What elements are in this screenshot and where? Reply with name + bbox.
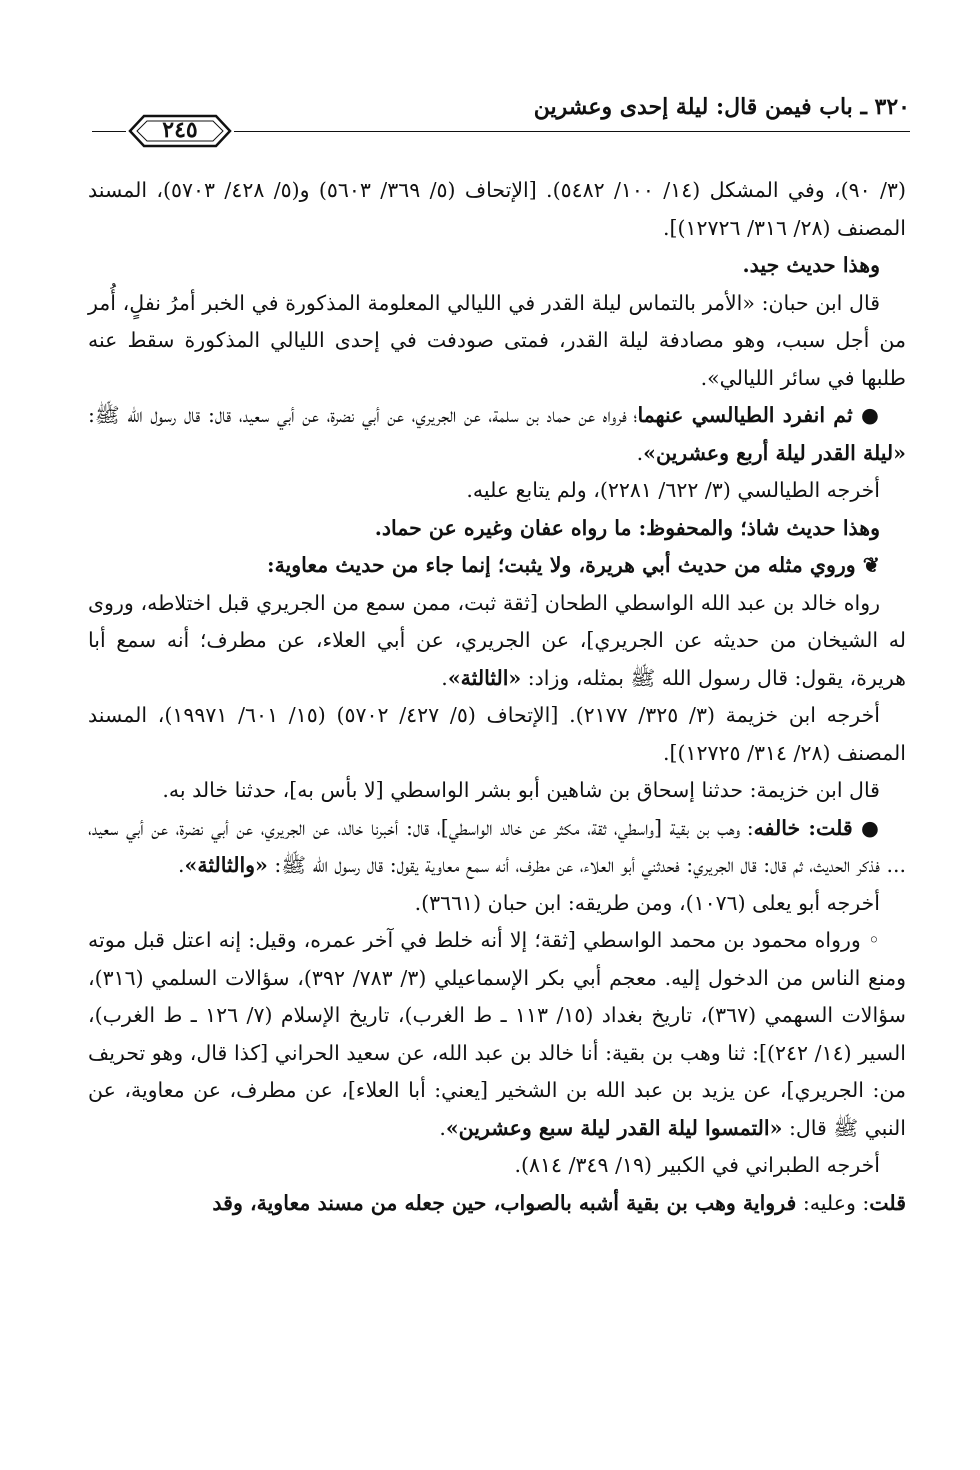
bold-text-run: «الثالثة» xyxy=(447,665,522,690)
paragraph xyxy=(88,772,906,810)
text-run: ؛ فرواه عن حماد بن سلمة، عن الجريري، عن أبي نضرة، عن أبي سعيد، قال: قال رسول الله ﷺ: xyxy=(88,403,638,427)
paragraph xyxy=(88,472,906,510)
bold-text-run: «والثالثة» xyxy=(184,853,268,877)
text-run: قال ابن حبان: «الأمر بالتماس ليلة القدر في الليالي المعلومة المذكورة في الخبر أمرُ نفلٍ، أُمر من أجل سبب، وهو مصادفة ليلة القدر، فمتى صودفت في إحدى الليالي المذكورة سقط عنه طلبها في سائر الليالي». xyxy=(88,290,906,390)
page-header xyxy=(92,88,910,158)
paragraph xyxy=(88,510,906,548)
bold-text-run: «ليلة القدر ليلة أربع وعشرين» xyxy=(643,440,906,465)
paragraph xyxy=(88,810,906,885)
paragraph xyxy=(88,585,906,698)
paragraph xyxy=(88,885,906,923)
paragraph xyxy=(88,697,906,772)
text-run: . xyxy=(178,853,185,877)
page-number: ٢٤٥ xyxy=(162,117,198,143)
page-number-badge xyxy=(126,112,234,150)
bold-text-run: «التمسوا ليلة القدر ليلة سبع وعشرين» xyxy=(445,1115,783,1140)
text-run: أخرجه أبو يعلى (١٠٧٦)، ومن طريقه: ابن حبان (٣٦٦١). xyxy=(414,890,880,915)
bold-text-run: ❦ وروي مثله من حديث أبي هريرة، ولا يثبت؛ إنما جاء من حديث معاوية: xyxy=(267,553,880,577)
text-run: (٣/ ٩٠)، وفي المشكل (١٤/ ١٠٠/ ٥٤٨٢). [الإتحاف (٥/ ٣٦٩/ ٥٦٠٣) و(٥/ ٤٢٨/ ٥٧٠٣)، المسند المصنف (٢٨/ ٣١٦/ ١٢٧٢٦)]. xyxy=(88,178,906,240)
paragraph xyxy=(88,397,906,472)
bold-text-run: قلت xyxy=(869,1190,906,1215)
text-run: قال ابن خزيمة: حدثنا إسحاق بن شاهين أبو بشر الواسطي [لا بأس به]، حدثنا خالد به. xyxy=(162,778,880,802)
paragraph xyxy=(88,285,906,398)
text-run: أخرجه الطيالسي (٣/ ٦٢٢/ ٢٢٨١)، ولم يتابع عليه. xyxy=(466,478,880,502)
text-run: أخرجه الطبراني في الكبير (١٩/ ٣٤٩/ ٨١٤). xyxy=(514,1153,880,1177)
text-run: : وهب بن بقية [واسطي، ثقة، مكثر عن خالد الواسطي]، قال: أخبرنا خالد، عن الجريري، عن أبي نضرة، عن أبي سعيد، ... فذكر الحديث، ثم قال: قال الجريري: فحدثني أبو العلاء، عن مطرف، أنه سمع معاوية يقول: قال رسول الله ﷺ: xyxy=(88,815,906,877)
text-run: : وعليه: xyxy=(796,1190,870,1215)
running-title: ٣٢٠ ـ باب فيمن قال: ليلة إحدى وعشرين xyxy=(533,94,910,120)
bold-text-run: وهذا حديث شاذ؛ والمحفوظ: ما رواه عفان وغيره عن حماد. xyxy=(374,515,880,540)
text-run: . xyxy=(441,665,448,690)
paragraph xyxy=(88,922,906,1147)
paragraph xyxy=(88,172,906,247)
paragraph xyxy=(88,247,906,285)
bold-text-run: ● قلت: خالفه xyxy=(753,815,880,840)
text-run: . xyxy=(636,440,644,465)
bold-text-run: فرواية وهب بن بقية أشبه بالصواب، حين جعله من مسند معاوية، وقد xyxy=(212,1190,797,1215)
paragraph xyxy=(88,547,906,585)
paragraph xyxy=(88,1147,906,1185)
text-run: ◦ ورواه محمود بن محمد الواسطي [ثقة؛ إلا أنه خلط في آخر عمره، وقيل: إنه اعتل قبل موته ومنع الناس من الدخول إليه. معجم أبي بكر الإسماعيلي (٣/ ٧٨٣/ ٣٩٢)، سؤالات السلمي (٣١٦)، سؤالات السهمي (٣٦٧)، تاريخ بغداد (١٥/ ١١٣ ـ ط الغرب)، تاريخ الإسلام (٧/ ١٢٦ ـ ط الغرب)، السير (١٤/ ٢٤٢)]: ثنا وهب بن بقية: أنا خالد بن عبد الله، عن سعيد الحراني [كذا قال، وهو تحريف من: الجريري]، عن يزيد بن عبد الله بن الشخير [يعني: أبا العلاء]، عن مطرف، عن معاوية، عن النبي ﷺ قال: xyxy=(88,928,906,1140)
paragraph xyxy=(88,1185,906,1223)
bold-text-run: وهذا حديث جيد. xyxy=(742,253,880,277)
text-body xyxy=(88,172,906,1222)
text-run: رواه خالد بن عبد الله الواسطي الطحان [ثقة ثبت، ممن سمع من الجريري قبل اختلاطه، وروى له الشيخان من حديثه عن الجريري]، عن الجريري، عن أبي العلاء، عن مطرف؛ أنه سمع أبا هريرة، يقول: قال رسول الله ﷺ بمثله، وزاد: xyxy=(88,590,906,690)
bold-text-run: ● ثم انفرد الطيالسي عنهما xyxy=(637,403,880,427)
text-run: . xyxy=(439,1115,446,1140)
text-run: أخرجه ابن خزيمة (٣/ ٣٢٥/ ٢١٧٧). [الإتحاف (٥/ ٤٢٧/ ٥٧٠٢) (١٥/ ٦٠١/ ١٩٩٧١)، المسند المصنف (٢٨/ ٣١٤/ ١٢٧٢٥)]. xyxy=(88,703,906,765)
